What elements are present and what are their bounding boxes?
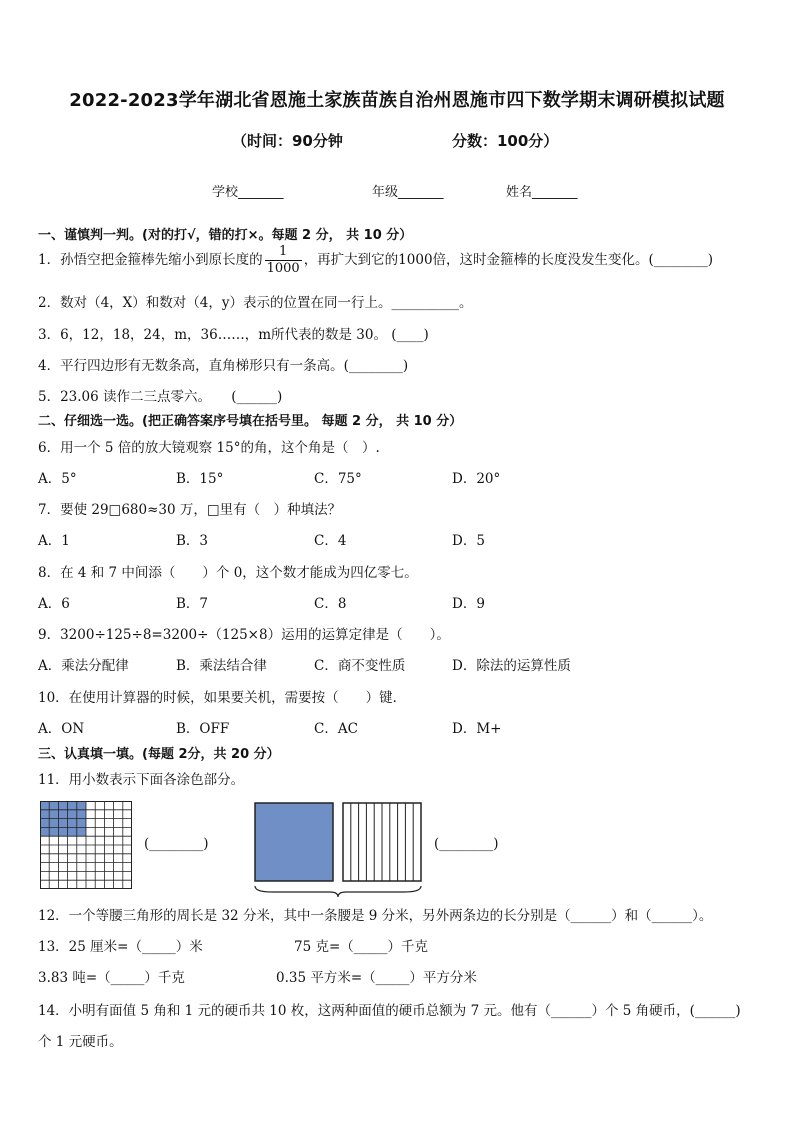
question-6: 6．用一个 5 倍的放大镜观察 15°的角，这个角是（ ）. [38,440,380,456]
question-7: 7．要使 29□680≈30 万，□里有（ ）种填法？ [38,502,342,518]
question-1 [38,244,713,277]
option-b: B．乘法结合律 [176,658,267,674]
option-a: A．1 [38,533,70,549]
answer-blank-b: (________) [434,836,499,852]
question-14-cont: 个 1 元硬币。 [38,1034,123,1050]
full-square [255,803,333,881]
question-13-c: 3.83 吨=（_____）千克 [38,970,185,986]
option-a: A．5° [38,471,77,487]
option-c: C．AC [314,721,358,737]
section-3-heading: 三、认真填一填。(每题 2分，共 20 分） [38,747,280,762]
question-1-post: ，再扩大到它的1000倍，这时金箍棒的长度没发生变化。(________) [303,252,714,268]
option-b: B．3 [176,533,209,549]
question-5: 5．23.06 读作二三点零六。 (______) [38,389,283,405]
option-b: B．7 [176,596,209,612]
question-8: 8．在 4 和 7 中间添（ ）个 0，这个数才能成为四亿零七。 [38,565,418,581]
question-1-pre: 1．孙悟空把金箍棒先缩小到原长度的 [38,252,263,268]
question-13-a: 13．25 厘米=（_____）米 [38,939,203,955]
question-9: 9．3200÷125÷8=3200÷（125×8）运用的运算定律是（ ）。 [38,627,450,643]
question-4: 4．平行四边形有无数条高，直角梯形只有一条高。(________) [38,358,409,374]
fraction [265,244,302,277]
question-2: 2．数对（4，X）和数对（4，y）表示的位置在同一行上。__________。 [38,295,473,311]
question-3: 3．6，12，18，24，m，36……，m所代表的数是 30。 (____) [38,327,429,343]
question-13-b: 75 克=（_____）千克 [294,939,429,955]
option-c: C．4 [314,533,347,549]
option-d: D．9 [452,596,485,612]
section-2-heading: 二、仔细选一选。(把正确答案序号填在括号里。 每题 2 分， 共 10 分） [38,414,463,429]
answer-blank-a: (________) [144,836,209,852]
question-10: 10．在使用计算器的时候，如果要关机，需要按（ ）键． [38,690,407,706]
option-a: A．6 [38,596,70,612]
brace [255,886,421,897]
question-11: 11．用小数表示下面各涂色部分。 [38,772,245,788]
grid-figure-a [40,801,132,889]
option-a: A．乘法分配律 [38,658,129,674]
exam-score: 分数：100分） [452,132,559,150]
option-d: D．5 [452,533,485,549]
fraction-denominator: 1000 [266,261,300,276]
option-d: D．20° [452,471,501,487]
question-12: 12．一个等腰三角形的周长是 32 分米，其中一条腰是 9 分米，另外两条边的长分别是（______）和（______）。 [38,908,713,924]
grid-figure-b [252,800,428,900]
question-14: 14．小明有面值 5 角和 1 元的硬币共 10 枚，这两种面值的硬币总额为 7 元。他有（______）个 5 角硬币，(______) [38,1003,741,1019]
grade-field: 年级_______ [372,185,444,200]
section-1-heading: 一、谨慎判一判。(对的打√，错的打×。每题 2 分， 共 10 分） [38,228,413,243]
option-d: D．除法的运算性质 [452,658,571,674]
option-c: C．8 [314,596,347,612]
fraction-numerator: 1 [265,244,302,261]
option-b: B．15° [176,471,224,487]
question-13-d: 0.35 平方米=（_____）平方分米 [276,970,477,986]
option-d: D．M+ [452,721,502,737]
page-title: 2022-2023学年湖北省恩施土家族苗族自治州恩施市四下数学期末调研模拟试题 [69,90,725,111]
option-b: B．OFF [176,721,230,737]
option-a: A．ON [38,721,85,737]
school-field: 学校_______ [212,185,284,200]
exam-time: （时间：90分钟 [232,132,343,150]
name-field: 姓名_______ [506,185,578,200]
option-c: C．商不变性质 [314,658,406,674]
option-c: C．75° [314,471,362,487]
